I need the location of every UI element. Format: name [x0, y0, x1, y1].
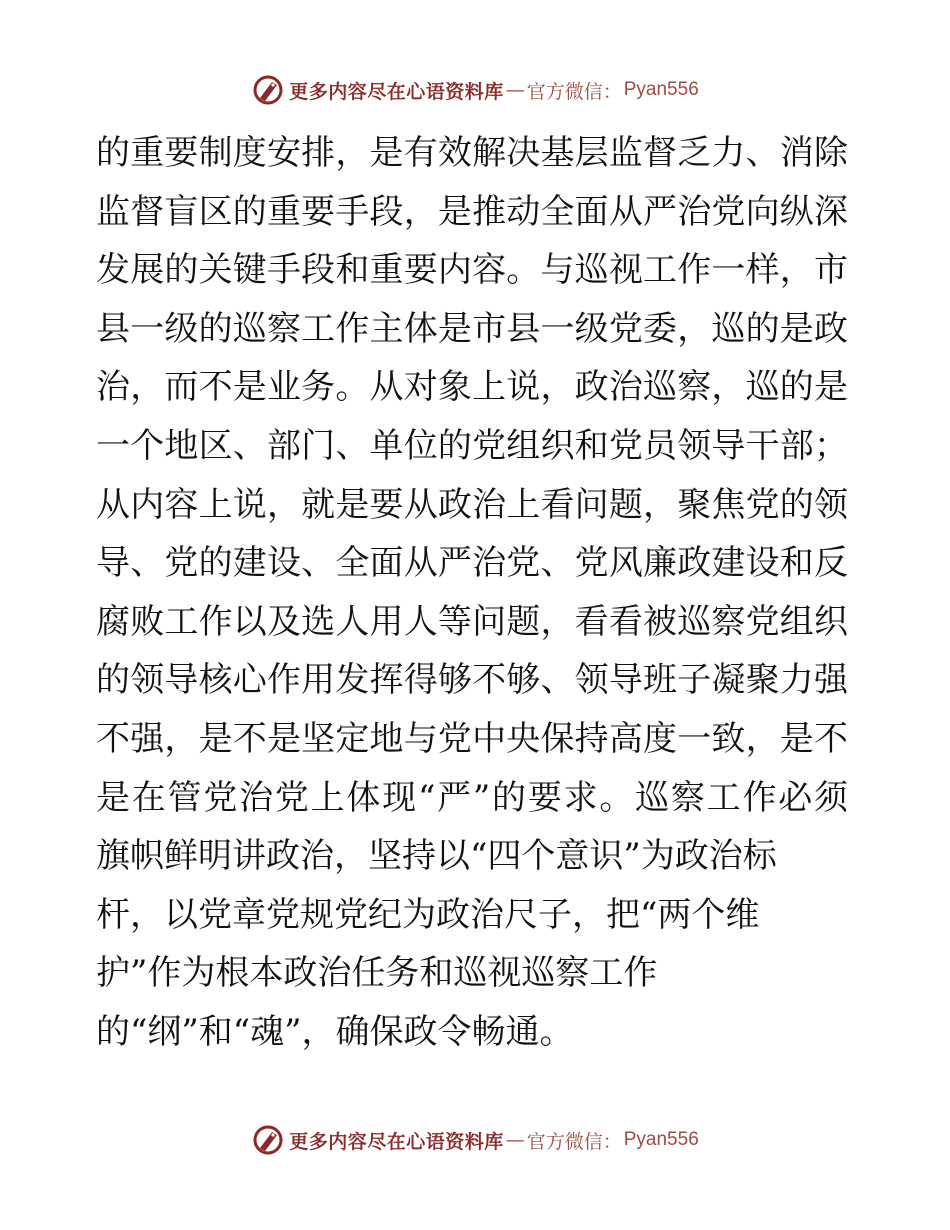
watermark-wechat-id: Pyan556: [623, 79, 699, 100]
watermark-title: 更多内容尽在心语资料库: [289, 1130, 504, 1153]
footer-watermark: [0, 1120, 950, 1160]
text-line: 治，而不是业务。从对象上说，政治巡察，巡的是: [96, 367, 848, 408]
watermark-dash: —: [505, 1129, 525, 1151]
text-line: 县一级的巡察工作主体是市县一级党委，巡的是政: [96, 308, 848, 349]
text-line: 的“纲”和“魂”，确保政令畅通。: [96, 1011, 574, 1052]
text-line: 杆，以党章党规党纪为政治尺子，把“两个维: [96, 894, 760, 935]
text-line: 护”作为根本政治任务和巡视巡察工作: [96, 953, 658, 994]
header-watermark: [0, 70, 950, 110]
text-line: 发展的关键手段和重要内容。与巡视工作一样，市: [96, 250, 848, 291]
text-line: 旗帜鲜明讲政治，坚持以“四个意识”为政治标: [96, 836, 777, 877]
text-line: 是在管党治党上体现“严”的要求。巡察工作必须: [96, 777, 848, 818]
text-line: 导、党的建设、全面从严治党、党风廉政建设和反: [96, 543, 848, 584]
document-body: [96, 124, 856, 1062]
text-line: 腐败工作以及选人用人等问题，看看被巡察党组织: [96, 601, 848, 642]
watermark-wechat-label: 官方微信：: [526, 1130, 622, 1153]
pen-nib-circle-icon: [251, 73, 285, 107]
text-line: 监督盲区的重要手段，是推动全面从严治党向纵深: [96, 191, 848, 232]
watermark-title: 更多内容尽在心语资料库: [289, 80, 504, 103]
text-line: 不强，是不是坚定地与党中央保持高度一致，是不: [96, 718, 848, 759]
text-line: 一个地区、部门、单位的党组织和党员领导干部；: [96, 425, 848, 466]
watermark-wechat-id: Pyan556: [623, 1129, 699, 1150]
text-line: 的重要制度安排，是有效解决基层监督乏力、消除: [96, 133, 848, 173]
watermark-wechat-label: 官方微信：: [526, 80, 622, 103]
text-line: 的领导核心作用发挥得够不够、领导班子凝聚力强: [96, 660, 848, 701]
watermark-dash: —: [505, 79, 525, 101]
text-line: 从内容上说，就是要从政治上看问题，聚焦党的领: [96, 484, 848, 525]
pen-nib-circle-icon: [251, 1123, 285, 1157]
